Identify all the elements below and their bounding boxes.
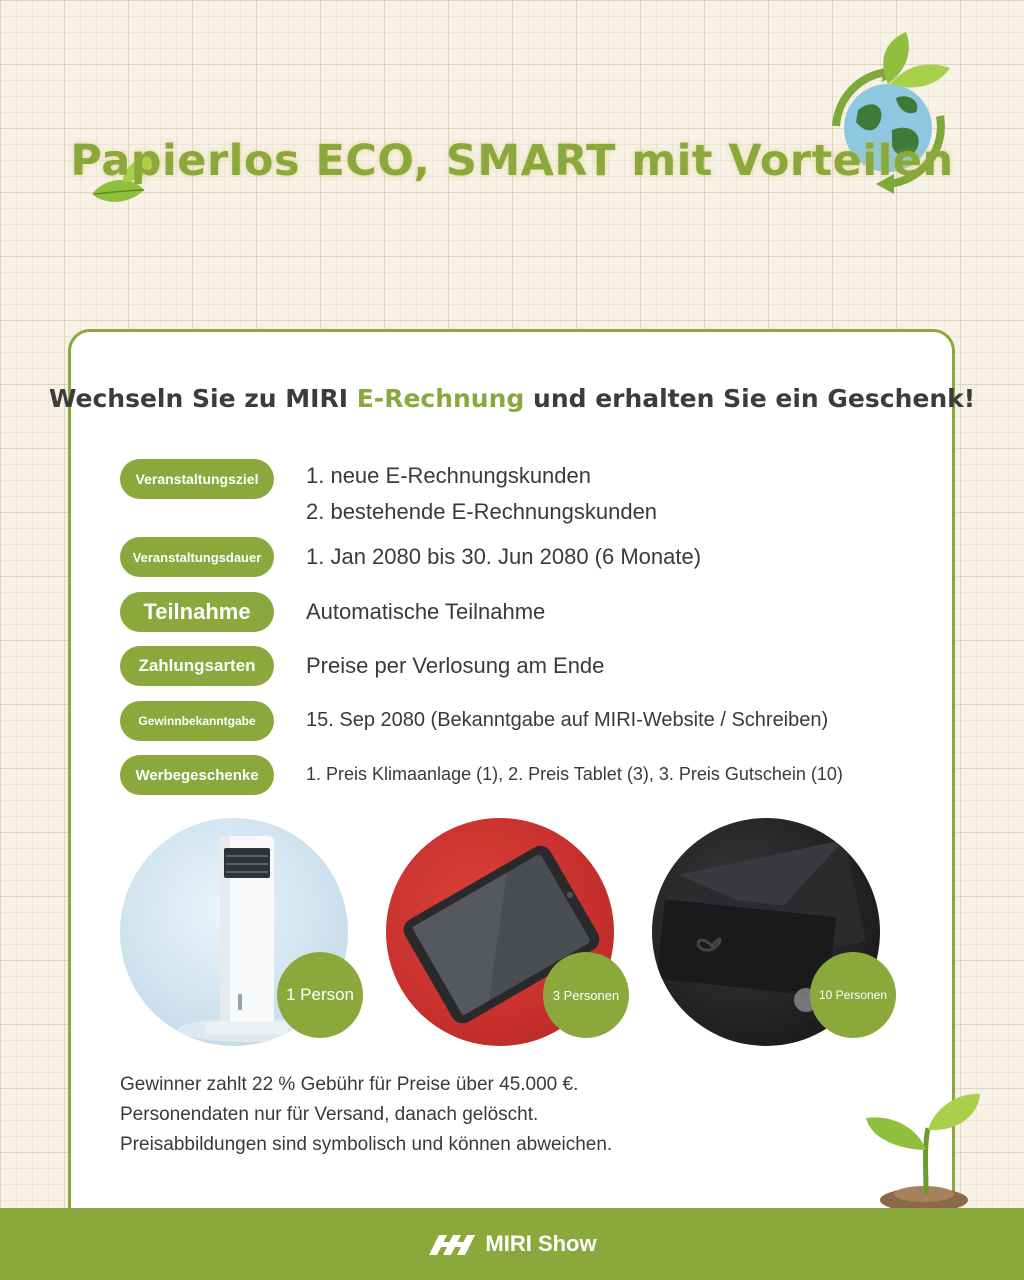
detail-value: 1. Preis Klimaanlage (1), 2. Preis Tablet (3), 3. Preis Gutschein (10): [306, 764, 843, 784]
label-pill: Werbegeschenke: [120, 755, 274, 795]
prize-count-badge: 1 Person: [277, 952, 363, 1038]
detail-value: 15. Sep 2080 (Bekanntgabe auf MIRI-Website / Schreiben): [306, 709, 829, 731]
detail-value: Preise per Verlosung am Ende: [306, 653, 605, 678]
label-pill: Veranstaltungsziel: [120, 459, 274, 499]
detail-value: 1. Jan 2080 bis 30. Jun 2080 (6 Monate): [306, 544, 702, 569]
detail-value: 2. bestehende E-Rechnungskunden: [306, 499, 658, 524]
note-line: Preisabbildungen sind symbolisch und können abweichen.: [120, 1134, 613, 1155]
footer-brand: MIRI Show: [485, 1231, 597, 1256]
page-title: Papierlos ECO, SMART mit Vorteilen: [70, 136, 954, 186]
subtitle-accent: E-Rechnung: [356, 384, 525, 413]
fine-print: [120, 1070, 612, 1160]
subtitle-text-post: und erhalten Sie ein Geschenk!: [524, 384, 976, 413]
detail-value: 1. neue E-Rechnungskunden: [306, 463, 591, 488]
label-pill: Gewinnbekanntgabe: [120, 701, 274, 741]
prize-count-badge: 3 Personen: [543, 952, 629, 1038]
subtitle-text-pre: Wechseln Sie zu MIRI: [48, 384, 357, 413]
detail-value: Automatische Teilnahme: [306, 599, 546, 624]
note-line: Personendaten nur für Versand, danach gelöscht.: [120, 1104, 539, 1125]
card-subtitle: [0, 384, 1024, 413]
sprout-icon: [862, 1088, 986, 1212]
note-line: Gewinner zahlt 22 % Gebühr für Preise über 45.000 €.: [120, 1074, 579, 1095]
label-pill: Zahlungsarten: [120, 646, 274, 686]
footer-bar: [0, 1208, 1024, 1280]
label-pill: Veranstaltungsdauer: [120, 537, 274, 577]
label-pill: Teilnahme: [120, 592, 274, 632]
miri-logo-icon: [427, 1231, 477, 1257]
prize-count-badge: 10 Personen: [810, 952, 896, 1038]
